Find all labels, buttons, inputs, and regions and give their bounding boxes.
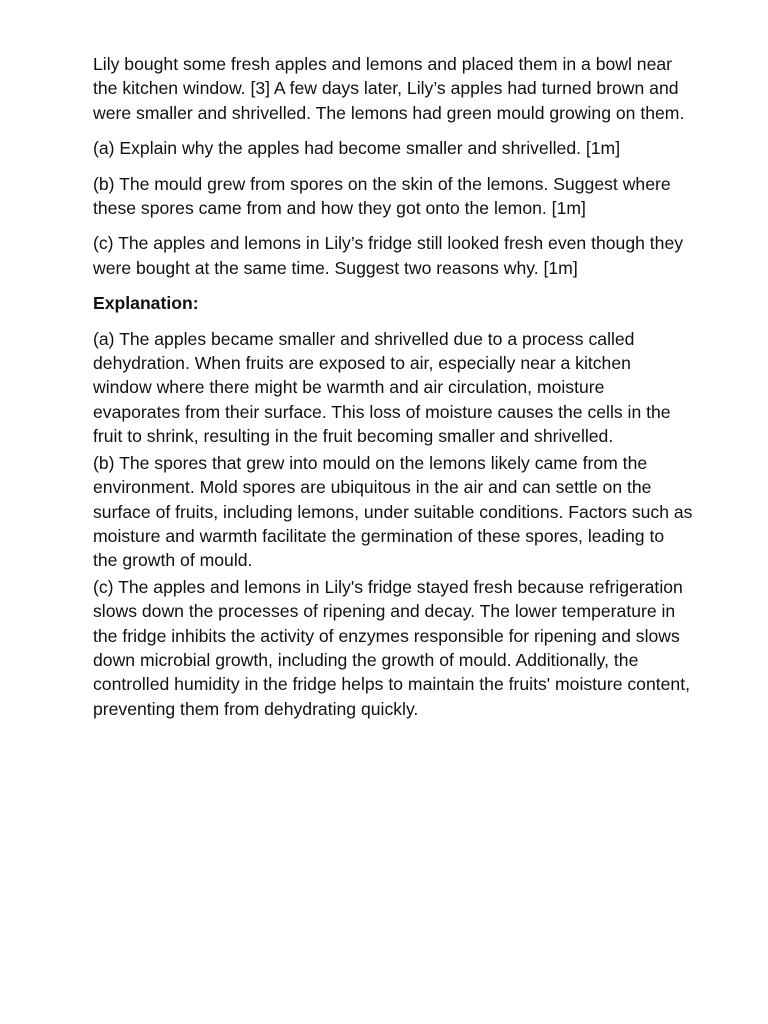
question-intro: Lily bought some fresh apples and lemons and placed them in a bowl near the kitchen window. [3] A few days later, Lily’s apples had turned brown and were smaller and shrivelled. The lemons had green mould growing on them. bbox=[93, 54, 685, 123]
explanation-heading: Explanation: bbox=[93, 293, 199, 314]
question-part-a: (a) Explain why the apples had become smaller and shrivelled. [1m] bbox=[93, 138, 621, 159]
question-part-b: (b) The mould grew from spores on the skin of the lemons. Suggest where these spores came from and how they got onto the lemon. [1m] bbox=[93, 173, 671, 219]
answer-c: (c) The apples and lemons in Lily's fridge stayed fresh because refrigeration slows down the processes of ripening and decay. The lower temperature in the fridge inhibits the activity of enzymes responsible for ripening and slows down microbial growth, including the growth of mould. Additionally, the controlled humidity in the fridge helps to maintain the fruits' moisture content, preventing them from dehydrating quickly. bbox=[93, 576, 690, 719]
answer-b: (b) The spores that grew into mould on the lemons likely came from the environment. Mold spores are ubiquitous in the air and can settle on the surface of fruits, including lemons, under suitable conditions. Factors such as moisture and warmth facilitate the germination of these spores, leading to the growth of mould. bbox=[93, 452, 693, 571]
answer-a: (a) The apples became smaller and shrivelled due to a process called dehydration. When fruits are exposed to air, especially near a kitchen window where there might be warmth and air circulation, moisture evaporates from their surface. This loss of moisture causes the cells in the fruit to shrink, resulting in the fruit becoming smaller and shrivelled. bbox=[93, 328, 671, 447]
document-page bbox=[93, 52, 693, 732]
question-part-c: (c) The apples and lemons in Lily’s fridge still looked fresh even though they were bought at the same time. Suggest two reasons why. [1m] bbox=[93, 233, 684, 278]
